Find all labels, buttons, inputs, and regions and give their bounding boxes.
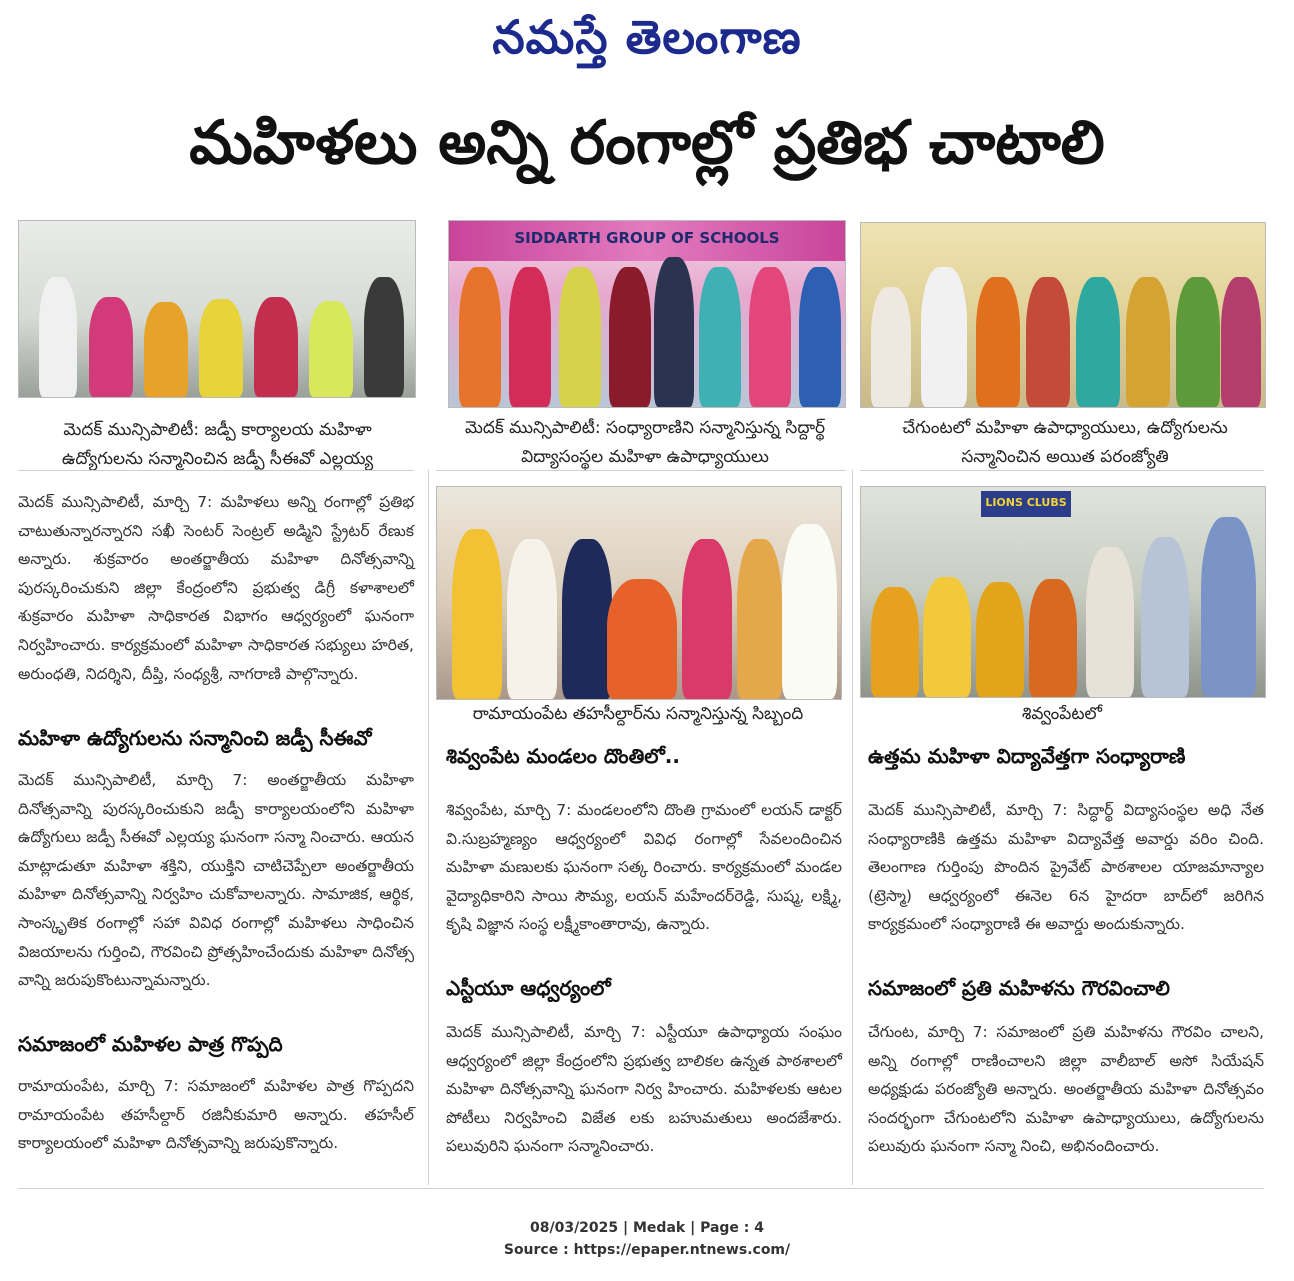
col3-heading-1: ఉత్తమ మహిళా విద్యావేత్తగా సంధ్యారాణి <box>868 744 1186 768</box>
caption-photo-2: మెదక్ మున్సిపాలిటీ: సంధ్యారాణిని సన్మానిస్తున్న సిద్దార్థ్ విద్యాసంస్థల మహిళా ఉపాధ్యాయులు <box>464 418 826 467</box>
footer-source: Source : https://epaper.ntnews.com/ <box>503 1242 791 1258</box>
lions-banner-text: LIONS CLUBS <box>985 496 1067 509</box>
caption-photo-5: శివ్వంపేటలో <box>1022 704 1102 724</box>
col2-para-1: శివ్వంపేట, మార్చి 7: మండలంలోని దొంతి గ్రామంలో లయన్ డాక్టర్ వి.సుబ్రహ్మణ్యం ఆధ్వర్యంలో వివిధ రంగాల్లో సేవలందించిన మహిళా మణులకు ఘనంగా సత్క రించారు. కార్యక్రమంలో మండల వైద్యాధికారిని సాయి సౌమ్య, లయన్ మహేందర్‌రెడ్డి, సుష్మ, లక్ష్మి, కృషి విజ్ఞాన సంస్థ లక్ష్మీకాంతారావు, ఉన్నారు. <box>446 801 842 934</box>
photo-zp-office <box>18 220 416 398</box>
school-banner-text: SIDDARTH GROUP OF SCHOOLS <box>514 229 780 247</box>
col3-para-1: మెదక్ మున్సిపాలిటీ, మార్చి 7: సిద్ధార్థ్ విద్యాసంస్థల అధి నేత సంధ్యారాణికి ఉత్తమ మహిళా విద్యావేత్త అవార్డు వరిం చింది. తెలంగాణ గుర్తింపు పొందిన ప్రైవేట్ పాఠశాలల యాజమాన్యాల (ట్రెస్మా) ఆధ్వర్యంలో ఈనెల 6న హైదరా బాద్‌లో జరిగిన కార్యక్రమంలో సంధ్యారాణి ఈ అవార్డు అందుకున్నారు. <box>868 801 1264 934</box>
col1-intro: మెదక్ మున్సిపాలిటీ, మార్చి 7: మహిళలు అన్ని రంగాల్లో ప్రతిభ చాటుతున్నారన్నారని సఖీ సెంటర్ సెంట్రల్ అడ్మిని స్ట్రేటర్ రేణుక అన్నారు. శుక్రవారం అంతర్జాతీయ మహిళా దినోత్సవాన్ని పురస్కరించుకుని జిల్లా కేంద్రంలోని ప్రభుత్వ డిగ్రీ కళాశాలలో శుక్రవారం మహిళా సాధికారత విభాగం ఆధ్వర్యంలో ఘనంగా నిర్వహించారు. కార్యక్రమంలో మహిళా సాధికారత సభ్యులు హరిత, అరుంధతి, నిదర్శిని, దీప్తి, సంధ్యశ్రీ, నాగరాణి పాల్గొన్నారు. <box>18 493 414 683</box>
col1-para-1: మెదక్ మున్సిపాలిటీ, మార్చి 7: అంతర్జాతీయ మహిళా దినోత్సవాన్ని పురస్కరించుకుని జడ్పీ కార్యాలయంలోని మహిళా ఉద్యోగులు జడ్పీ సీఈవో ఎల్లయ్య ఘనంగా సన్మా నించారు. ఆయన మాట్లాడుతూ మహిళా శక్తిని, యుక్తిని చాటిచెప్పేలా అంతర్జాతీయ మహిళా దినోత్సవాన్ని నిర్వహిం చుకోవాలన్నారు. సామాజిక, ఆర్థిక, సాంస్కృతిక రంగాల్లో సహా వివిధ రంగాల్లో మహిళలు సాధించిన విజయాలను గుర్తించి, గౌరవించి ప్రోత్సహించేందుకు మహిళా దినోత్స వాన్ని జరుపుకొంటున్నామన్నారు. <box>18 771 414 990</box>
masthead-logo: నమస్తే తెలంగాణ <box>492 10 802 64</box>
photo-shivvampet <box>860 486 1266 698</box>
col1-para-2: రామాయంపేట, మార్చి 7: సమాజంలో మహిళల పాత్ర గొప్పదని రామాయంపేట తహసీల్దార్ రజినీకుమారి అన్నారు. తహసీల్ కార్యాలయంలో మహిళా దినోత్సవాన్ని జరుపుకొన్నారు. <box>18 1077 414 1153</box>
col2-para-2: మెదక్ మున్సిపాలిటీ, మార్చి 7: ఎస్టీయూ ఉపాధ్యాయ సంఘం ఆధ్వర్యంలో జిల్లా కేంద్రంలోని ప్రభుత్వ బాలికల ఉన్నత పాఠశాలలో మహిళా దినోత్సవాన్ని ఘనంగా నిర్వ హించారు. మహిళలకు ఆటల పోటీలు నిర్వహించి విజేత లకు బహుమతులు అందజేశారు. పలువురిని ఘనంగా సన్మానించారు. <box>446 1023 842 1156</box>
photo-chegunta <box>860 222 1266 408</box>
photo-ramayampet <box>436 486 842 700</box>
caption-photo-1: మెదక్ మున్సిపాలిటీ: జడ్పీ కార్యాలయ మహిళా ఉద్యోగులను సన్మానించిన జడ్పీ సీఈవో ఎల్లయ్య <box>61 420 374 469</box>
caption-photo-3: చేగుంటలో మహిళా ఉపాధ్యాయులు, ఉద్యోగులను సన్మానించిన అయిత పరంజ్యోతి <box>902 418 1228 467</box>
footer-date-page: 08/03/2025 | Medak | Page : 4 <box>529 1220 765 1236</box>
col1-heading-2: సమాజంలో మహిళల పాత్ర గొప్పది <box>18 1032 283 1056</box>
col3-para-2: చేగుంట, మార్చి 7: సమాజంలో ప్రతి మహిళను గౌరవిం చాలని, అన్ని రంగాల్లో రాణించాలని జిల్లా వాలీబాల్ అసో సియేషన్ అధ్యక్షుడు పరంజ్యోతి అన్నారు. అంతర్జాతీయ మహిళా దినోత్సవం సందర్భంగా చేగుంటలోని మహిళా ఉపాధ్యాయులు, ఉద్యోగులను పలువురు ఘనంగా సన్మా నించి, అభినందించారు. <box>868 1023 1264 1156</box>
photo-siddarth-school <box>448 220 846 408</box>
page-headline: మహిళలు అన్ని రంగాల్లో ప్రతిభ చాటాలి <box>189 108 1105 178</box>
col2-heading-2: ఎస్టీయూ ఆధ్వర్యంలో <box>446 976 611 1000</box>
col2-heading-1: శివ్వంపేట మండలం దొంతిలో.. <box>446 744 680 768</box>
col3-heading-2: సమాజంలో ప్రతి మహిళను గౌరవించాలి <box>868 976 1170 1000</box>
col1-heading-1: మహిళా ఉద్యోగులను సన్మానించి జడ్పీ సీఈవో <box>18 726 372 750</box>
caption-photo-4: రామాయంపేట తహసీల్దార్‌ను సన్మానిస్తున్న సిబ్బంది <box>472 704 804 724</box>
